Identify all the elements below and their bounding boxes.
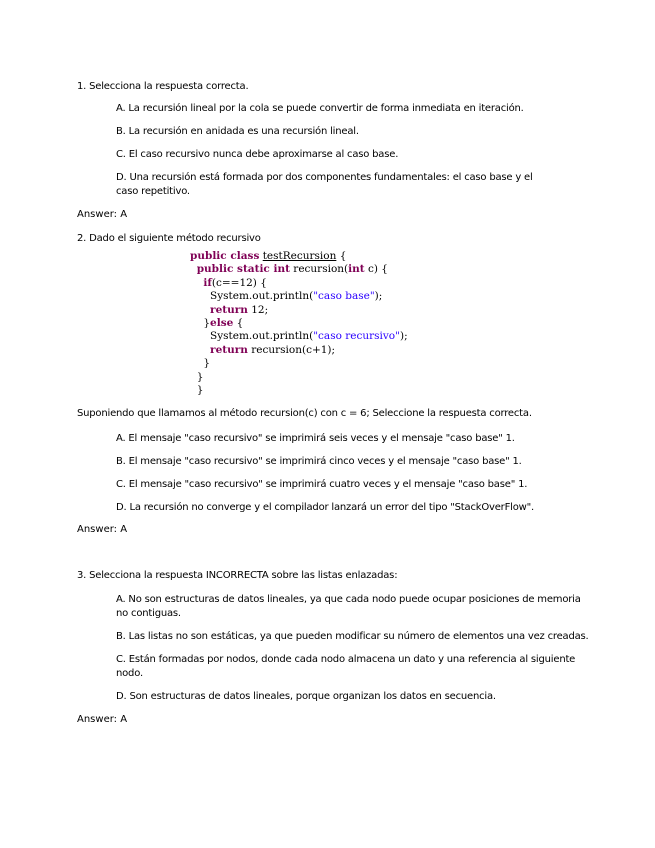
- question-3-answer: Answer: A: [77, 714, 128, 725]
- code-block: [190, 250, 408, 397]
- code-string: "caso base": [313, 290, 375, 303]
- code-text: }: [196, 384, 204, 397]
- code-keyword: public class: [190, 250, 260, 262]
- code-text: (c==12) {: [211, 276, 267, 289]
- code-keyword: if: [203, 276, 212, 289]
- question-2-answer: Answer: A: [77, 524, 128, 535]
- question-2-prompt: Suponiendo que llamamos al método recursion(c) con c = 6; Seleccione la respuesta correcta.: [77, 408, 532, 419]
- code-text: System.out.println(: [210, 330, 314, 343]
- code-text: {: [336, 250, 347, 262]
- question-1-option-b: B. La recursión en anidada es una recursión lineal.: [116, 126, 359, 137]
- question-3-option-a: A. No son estructuras de datos lineales, ya que cada nodo puede ocupar posiciones de memoria no contiguas.: [116, 594, 581, 619]
- question-1-option-d: D. Una recursión está formada por dos componentes fundamentales: el caso base y el caso repetitivo.: [116, 172, 533, 197]
- question-1-title: 1. Selecciona la respuesta correcta.: [77, 81, 249, 92]
- question-3-option-c: C. Están formadas por nodos, donde cada nodo almacena un dato y una referencia al siguiente nodo.: [116, 654, 576, 679]
- code-text: 12;: [247, 303, 269, 316]
- question-1-answer: Answer: A: [77, 209, 128, 220]
- question-2-option-b: B. El mensaje "caso recursivo" se imprimirá cinco veces y el mensaje "caso base" 1.: [116, 456, 522, 467]
- code-string: "caso recursivo": [313, 330, 400, 343]
- question-2-option-a: A. El mensaje "caso recursivo" se imprimirá seis veces y el mensaje "caso base" 1.: [116, 433, 515, 444]
- question-2-option-d: D. La recursión no converge y el compilador lanzará un error del tipo "StackOverFlow".: [116, 502, 535, 513]
- code-text: c) {: [364, 263, 388, 276]
- question-1-option-c: C. El caso recursivo nunca debe aproximarse al caso base.: [116, 149, 399, 160]
- question-3-title: 3. Selecciona la respuesta INCORRECTA sobre las listas enlazadas:: [77, 570, 398, 581]
- code-text: recursion(: [289, 263, 349, 276]
- code-text: System.out.println(: [210, 290, 314, 303]
- code-text: );: [374, 290, 383, 303]
- code-keyword: public static int: [196, 263, 290, 276]
- code-keyword: return: [210, 343, 248, 356]
- code-text: }: [203, 317, 211, 330]
- code-text: );: [399, 330, 408, 343]
- code-keyword: return: [210, 303, 248, 316]
- question-2-option-c: C. El mensaje "caso recursivo" se imprimirá cuatro veces y el mensaje "caso base" 1.: [116, 479, 528, 490]
- code-text: {: [233, 317, 244, 330]
- question-3-option-d: D. Son estructuras de datos lineales, porque organizan los datos en secuencia.: [116, 691, 496, 702]
- question-2-title: 2. Dado el siguiente método recursivo: [77, 233, 261, 244]
- question-1-option-a: A. La recursión lineal por la cola se puede convertir de forma inmediata en iteración.: [116, 103, 524, 114]
- code-text: }: [203, 357, 211, 370]
- code-text: recursion(c+1);: [247, 343, 336, 356]
- code-keyword: else: [210, 317, 234, 330]
- code-text: }: [196, 370, 204, 383]
- code-class-name: testRecursion: [262, 250, 337, 262]
- code-keyword: int: [348, 263, 365, 276]
- question-3-option-b: B. Las listas no son estáticas, ya que pueden modificar su número de elementos una vez creadas.: [116, 631, 589, 642]
